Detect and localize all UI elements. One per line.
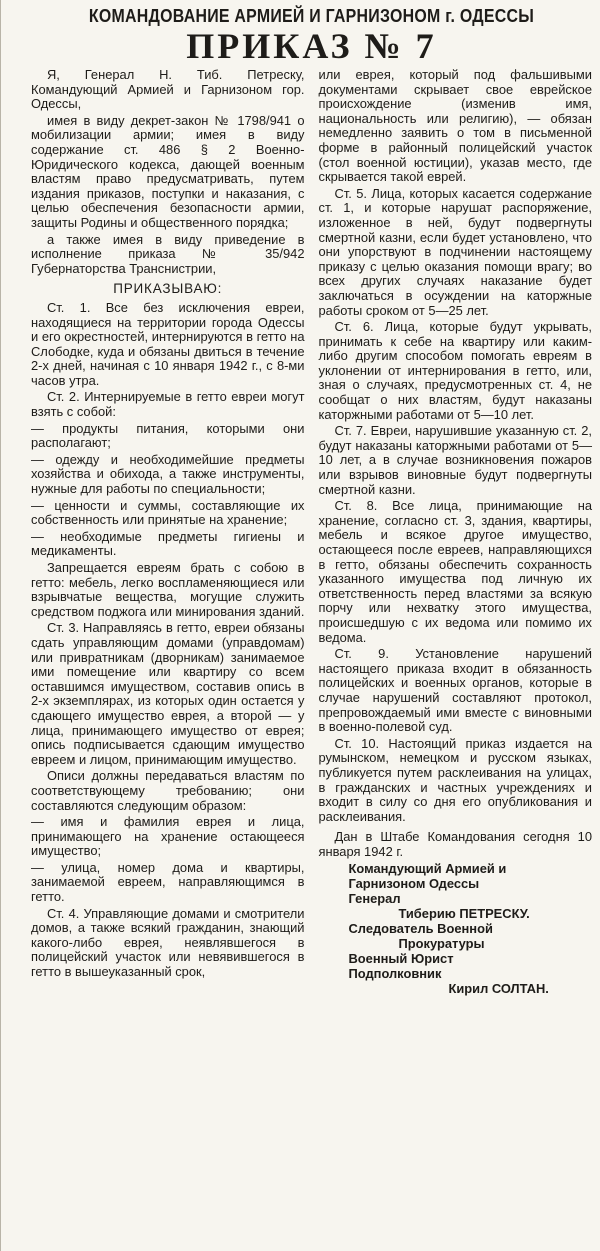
signature-block [349, 861, 593, 996]
article-6: Ст. 6. Лица, которые будут укрывать, принимать к себе на квартиру или каким-либо другим способом помогать евреям в уклонении от интернирования в гетто, или, зная о случаях, предусмотренных ст. 4, не сообщат о них властям, будут наказаны каторжными работами от 5—10 лет. [318, 319, 592, 422]
article-2-item: — ценности и суммы, составляющие их собственность или принятые на хранение; [31, 497, 305, 528]
article-3-item: — имя и фамилия еврея и лица, принимающего на хранение остающееся имущество; [31, 814, 305, 859]
issuing-authority: КОМАНДОВАНИЕ АРМИЕЙ И ГАРНИЗОНОМ г. ОДЕССЫ [88, 5, 535, 26]
article-2-prohibition: Запрещается евреям брать с собою в гетто: мебель, легко воспламеняющиеся или взрывчатые вещества, могущие служить средством поджога или минирования зданий. [31, 560, 305, 619]
command-heading: ПРИКАЗЫВАЮ: [113, 281, 223, 297]
signature-line: Подполковник [348, 966, 442, 982]
article-3-inventory: Описи должны передаваться властям по соответствующему требованию; они составляются следующим образом: [31, 768, 305, 813]
text-columns [31, 68, 592, 996]
order-title: ПРИКАЗ № 7 [186, 26, 437, 66]
header [31, 0, 592, 65]
article-3-item: — улица, номер дома и квартиры, занимаемой евреем, направляющимся в гетто. [31, 859, 305, 905]
signature-line: Генерал [348, 891, 401, 907]
signatory-name: Тиберию ПЕТРЕСКУ. [398, 906, 530, 922]
article-5: Ст. 5. Лица, которых касается содержание ст. 1, и которые нарушат распоряжение, изложенное в ней, будут подвергнуты смертной казни, если будет установлено, что они упорствуют в подчинении настоящему приказу с целью оказания помощи врагу; во всех других случаях наказание будет заключаться в осуждении на каторжные работы сроком от 5—25 лет. [318, 185, 592, 318]
article-2-intro: Ст. 2. Интернируемые в гетто евреи могут взять с собой: [31, 389, 305, 420]
signature-line: Военный Юрист [348, 951, 454, 967]
signature-line: Прокуратуры [398, 936, 485, 952]
issue-date: Дан в Штабе Командования сегодня 10 января 1942 г. [318, 829, 592, 859]
signature-line: Командующий Армией и [348, 861, 507, 877]
article-4-end: или еврея, который под фальшивыми документами скрывает свое еврейское происхождение (изменив имя, национальность или религию), — обязан немедленно заявить о том в письменной форме в районный полицейский участок (стол военной юстиции), указав место, где скрывается такой еврей. [318, 67, 592, 185]
signature-line: Следователь Военной [348, 921, 493, 937]
article-3: Ст. 3. Направляясь в гетто, евреи обязаны сдать управляющим домами (управдомам) или привратникам (дворникам) занимаемое ими помещение или квартиру со всем оставшимся имуществом, составив опись в 2-х экземплярах, из которых один остается у сдающего имущество еврея, а второй — у лица, принимающего имущество от еврея; опись подписывается сдающим имущество евреем и лицом, принимающим имущество. [31, 620, 305, 767]
article-9: Ст. 9. Установление нарушений настоящего приказа входит в обязанность полицейских и военных органов, которые в случае нарушений составляют протокол, препровождаемый ими вместе с виновными в военно-полевой суд. [318, 646, 592, 735]
preamble-paragraph: имея в виду декрет-закон № 1798/941 о мобилизации армии; имея в виду содержание ст. 486 § 2 Военно-Юридического кодекса, дающей военным властям право предусматривать, путем издания приказов, поступки и наказания, с целью обеспечения безопасности армии, защиты Родины и общественного порядка; [31, 112, 305, 230]
article-7: Ст. 7. Евреи, нарушившие указанную ст. 2, будут наказаны каторжными работами от 5—10 лет, а в случае возникновения пожаров или взрывов виновные будут подвергнуты смертной казни. [318, 423, 592, 497]
signature-line: Гарнизоном Одессы [348, 876, 480, 892]
preamble-paragraph: Я, Генерал Н. Тиб. Петреску, Командующий Армией и Гарнизоном гор. Одессы, [31, 67, 305, 112]
article-2-item: — одежду и необходимейшие предметы хозяйства и обихода, а также инструменты, нужные для работы по специальности; [31, 451, 305, 497]
left-column [31, 68, 305, 996]
article-10: Ст. 10. Настоящий приказ издается на румынском, немецком и русском языках, публикуется путем расклеивания на улицах, в гражданских и частных учреждениях и входит в силу со дня его опубликования и расклеивания. [318, 735, 592, 824]
preamble-paragraph: а также имея в виду приведение в исполнение приказа № 35/942 Губернаторства Транснистрии, [31, 231, 305, 276]
right-column [319, 68, 593, 996]
article-1: Ст. 1. Все без исключения евреи, находящиеся на территории города Одессы и его окрестностей, интернируются в гетто на Слободке, куда и обязаны двиться в течение 2-х дней, начиная с 10 января 1942 г., с 8-ми часов утра. [31, 299, 305, 388]
article-8: Ст. 8. Все лица, принимающие на хранение, согласно ст. 3, здания, квартиры, мебель и всякое другое имущество, остающееся после евреев, направляющихся в гетто, обязаны обеспечить сохранность указанного имущества под личную их ответственность перед властями за всякую порчу или нехватку этого имущества, происшедшую с их ведома или помимо их ведома. [318, 498, 592, 645]
article-4-start: Ст. 4. Управляющие домами и смотрители домов, а также всякий гражданин, знающий какого-либо еврея, неявлявшегося в полицейский участок или невявившегося в гетто в вышеуказанный срок, [31, 905, 305, 980]
signatory-name: Кирил СОЛТАН. [448, 981, 549, 997]
article-2-item: — продукты питания, которыми они располагают; [31, 420, 305, 451]
article-2-item: — необходимые предметы гигиены и медикаменты. [31, 528, 305, 559]
